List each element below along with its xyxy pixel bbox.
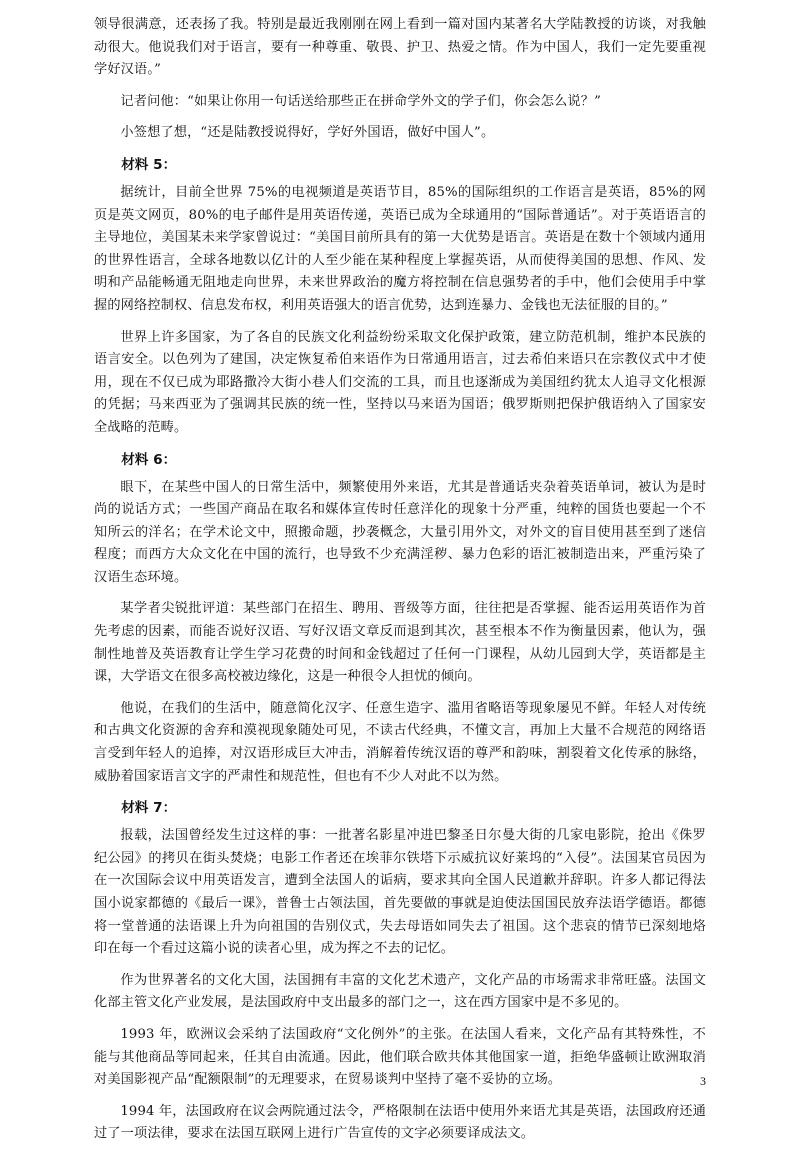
paragraph-xiaoqian-answer: 小签想了想，“还是陆教授说得好，学好外国语，做好中国人”。 bbox=[120, 125, 495, 141]
section-heading-material-5: 材料 5： bbox=[121, 156, 177, 173]
section-heading-material-7: 材料 7： bbox=[121, 800, 177, 817]
document-page bbox=[94, 14, 706, 1155]
page-number: 3 bbox=[700, 1074, 706, 1088]
paragraph-france-events: 报载，法国曾经发生过这样的事：一批著名影星冲进巴黎圣日尔曼大街的几家电影院，抢出《侏罗纪公园》的拷贝在街头焚烧；电影工作者还在埃菲尔铁塔下示威抗议好莱坞的“入侵”。法国某官员因为在一次国际会议中用英语发言，遭到全法国人的诟病，要求其向全国人民道歉并辞职。许多人都记得法国小说家都德的《最后一课》，普鲁士占领法国，首先要做的事就是迫使法国国民放弃法语学德语。都德将一堂普通的法语课上升为向祖国的告别仪式，失去母语如同失去了祖国。这个悲哀的情节已深刻地烙印在每一个看过这篇小说的读者心里，成为挥之不去的记忆。 bbox=[94, 828, 706, 957]
section-heading-material-6: 材料 6： bbox=[121, 451, 177, 468]
paragraph-continuation: 领导很满意，还表扬了我。特别是最近我刚刚在网上看到一篇对国内某著名大学陆教授的访谈，对我触动很大。他说我们对于语言，要有一种尊重、敬畏、护卫、热爱之情。作为中国人，我们一定先要重视学好汉语。” bbox=[94, 17, 706, 78]
paragraph-language-misuse: 他说，在我们的生活中，随意简化汉字、任意生造字、滥用省略语等现象屡见不鲜。年轻人对传统和古典文化资源的舍弃和漠视现象随处可见，不读古代经典，不懂文言，再加上大量不合规范的网络语言受到年轻人的追捧，对汉语形成巨大冲击，消解着传统汉语的尊严和韵味，割裂着文化传承的脉络，威胁着国家语言文字的严肃性和规范性，但也有不少人对此不以为然。 bbox=[94, 700, 706, 784]
paragraph-reporter-question: 记者问他：“如果让你用一句话送给那些正在拼命学外文的学子们，你会怎么说？” bbox=[120, 93, 601, 109]
paragraph-foreign-words-usage: 眼下，在某些中国人的日常生活中，频繁使用外来语，尤其是普通话夹杂着英语单词，被认为是时尚的说话方式；一些国产商品在取名和媒体宣传时任意洋化的现象十分严重，纯粹的国货也要起一个不知所云的洋名；在学术论文中，照搬命题，抄袭概念，大量引用外文，对外文的盲目使用甚至到了迷信程度；而西方大众文化在中国的流行，也导致不少充满淫秽、暴力色彩的语汇被制造出来，严重污染了汉语生态环境。 bbox=[94, 479, 706, 585]
paragraph-english-statistics: 据统计，目前全世界 75%的电视频道是英语节目，85%的国际组织的工作语言是英语，85%的网页是英文网页，80%的电子邮件是用英语传递，英语已成为全球通用的“国际普通话”。对于英语语言的主导地位，美国某未来学家曾说过：“美国目前所具有的第一大优势是语言。英语是在数十个领域内通用的世界性语言，全球各地数以亿计的人至少能在某种程度上掌握英语，从而使得美国的思想、作风、发明和产品能畅通无阻地走向世界，未来世界政治的魔方将控制在信息强势者的手中，他们会使用手中掌握的网络控制权、信息发布权，利用英语强大的语言优势，达到连暴力、金钱也无法征服的目的。” bbox=[94, 184, 706, 313]
paragraph-1993-cultural-exception: 1993 年，欧洲议会采纳了法国政府“文化例外”的主张。在法国人看来，文化产品有其特殊性，不能与其他商品等同起来，任其自由流通。因此，他们联合欧共体其他国家一道，拒绝华盛顿让欧洲取消对美国影视产品“配额限制”的无理要求，在贸易谈判中坚持了毫不妥协的立场。 bbox=[94, 1026, 706, 1088]
paragraph-scholar-criticism: 某学者尖锐批评道：某些部门在招生、聘用、晋级等方面，往往把是否掌握、能否运用英语作为首先考虑的因素，而能否说好汉语、写好汉语文章反而退到其次，甚至根本不作为衡量因素，他认为，强制性地普及英语教育让学生学习花费的时间和金钱超过了任何一门课程，从幼儿园到大学，英语都是主课，大学语文在很多高校被边缘化，这是一种很令人担忧的倾向。 bbox=[94, 601, 706, 685]
paragraph-france-culture: 作为世界著名的文化大国，法国拥有丰富的文化艺术遗产，文化产品的市场需求非常旺盛。法国文化部主管文化产业发展，是法国政府中支出最多的部门之一，这在西方国家中是不多见的。 bbox=[94, 972, 706, 1011]
paragraph-1994-language-law: 1994 年，法国政府在议会两院通过法令，严格限制在法语中使用外来语尤其是英语，法国政府还通过了一项法律，要求在法国互联网上进行广告宣传的文字必须要译成法文。 bbox=[94, 1103, 706, 1142]
paragraph-language-protection: 世界上许多国家，为了各自的民族文化利益纷纷采取文化保护政策，建立防范机制，维护本民族的语言安全。以色列为了建国，决定恢复希伯来语作为日常通用语言，过去希伯来语只在宗教仪式中才使用，现在不仅已成为耶路撒冷大街小巷人们交流的工具，而且也逐渐成为美国纽约犹太人追寻文化根源的凭据；马来西亚为了强调其民族的统一性，坚持以马来语为国语；俄罗斯则把保护俄语纳入了国家安全战略的范畴。 bbox=[94, 329, 706, 435]
